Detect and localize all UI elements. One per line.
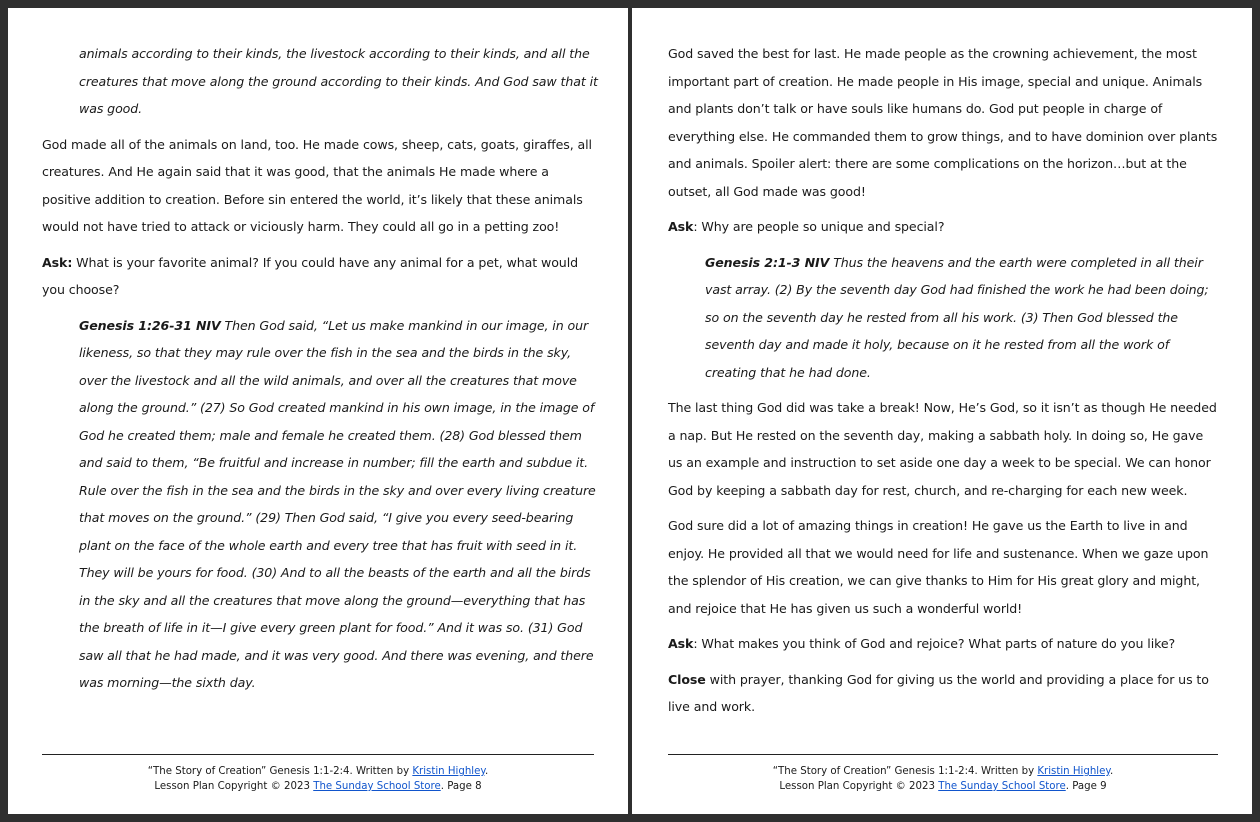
- paragraph-text: What is your favorite animal? If you could have any animal for a pet, what would you choose?: [42, 254, 578, 297]
- paragraph-text: God made all of the animals on land, too. He made cows, sheep, cats, goats, giraffes, all creatures. And He again said that it was good, that the animals He made where a positive addition to creation. Before sin entered the world, it’s likely that these animals would not have tried to attack or viciously harm. They could all go in a petting zoo!: [42, 136, 592, 234]
- page-content: [668, 40, 1220, 729]
- page-number: . Page 9: [1065, 781, 1107, 792]
- body-paragraph: [668, 40, 1220, 205]
- passage-text: animals according to their kinds, the livestock according to their kinds, and all the creatures that move along the ground according to their kinds. And God saw that it was good.: [79, 46, 598, 116]
- passage-text: Then God said, “Let us make mankind in our image, in our likeness, so that they may rule over the fish in the sea and the birds in the sky, over the livestock and all the wild animals, and over all the creatures that move along the ground.” (27) So God created mankind in his own image, in the image of God he created them; male and female he created them. (28) God blessed them and said to them, “Be fruitful and increase in number; fill the earth and subdue it. Rule over the fish in the sea and the birds in the sky and over every living creature that moves on the ground.” (29) Then God said, “I give you every seed-bearing plant on the face of the whole earth and every tree that has fruit with seed in it. They will be yours for food. (30) And to all the beasts of the earth and all the birds in the sky and all the creatures that move along the ground—everything that has the breath of life in it—I give every green plant for food.” And it was so. (31) God saw all that he had made, and it was very good. And there was evening, and there was morning—the sixth day.: [79, 317, 596, 690]
- footer-copyright-text: Lesson Plan Copyright © 2023: [154, 781, 314, 792]
- body-paragraph: [668, 394, 1220, 504]
- store-link[interactable]: The Sunday School Store: [313, 781, 441, 792]
- footer-line-1: [668, 764, 1218, 779]
- passage-text: Thus the heavens and the earth were completed in all their vast array. (2) By the seventh day God had finished the work he had been doing; so on the seventh day he rested from all his work. (3) Then God blessed the seventh day and made it holy, because on it he rested from all the work of creating that he had done.: [705, 254, 1209, 380]
- page-footer: [668, 754, 1218, 794]
- paragraph-text: The last thing God did was take a break! Now, He’s God, so it isn’t as though He needed a nap. But He rested on the seventh day, making a sabbath holy. In doing so, He gave us an example and instruction to set aside one day a week to be special. We can honor God by keeping a sabbath day for rest, church, and re-charging for each new week.: [668, 400, 1217, 498]
- paragraph-text: : Why are people so unique and special?: [693, 219, 945, 234]
- ask-paragraph: [42, 249, 598, 304]
- footer-line-2: [42, 779, 594, 794]
- document-page-9: [632, 8, 1252, 814]
- scripture-reference: Genesis 2:1-3 NIV: [705, 254, 830, 270]
- paragraph-lead: Ask:: [42, 254, 73, 270]
- footer-credit-text: “The Story of Creation” Genesis 1:1-2:4. Written by: [147, 766, 413, 777]
- body-paragraph: [668, 512, 1220, 622]
- author-link[interactable]: Kristin Highley: [412, 766, 485, 777]
- ask-paragraph: [668, 213, 1220, 241]
- footer-line-2: [668, 779, 1218, 794]
- footer-punctuation: .: [484, 766, 489, 777]
- paragraph-lead: Ask: [668, 636, 694, 651]
- page-footer: [42, 754, 594, 794]
- body-paragraph: [42, 131, 598, 241]
- footer-credit-text: “The Story of Creation” Genesis 1:1-2:4. Written by: [772, 766, 1038, 777]
- paragraph-text: God sure did a lot of amazing things in creation! He gave us the Earth to live in and enjoy. He provided all that we would need for life and sustenance. When we gaze upon the splendor of His creation, we can give thanks to Him for His great glory and might, and rejoice that He has given us such a wonderful world!: [668, 518, 1209, 616]
- close-paragraph: [668, 666, 1220, 721]
- store-link[interactable]: The Sunday School Store: [938, 781, 1066, 792]
- paragraph-text: with prayer, thanking God for giving us the world and providing a place for us to live and work.: [668, 671, 1209, 714]
- footer-line-1: [42, 764, 594, 779]
- paragraph-lead: Ask: [668, 219, 694, 234]
- scripture-passage: [79, 312, 598, 697]
- footer-punctuation: .: [1109, 766, 1114, 777]
- document-page-8: [8, 8, 628, 814]
- footer-copyright-text: Lesson Plan Copyright © 2023: [779, 781, 939, 792]
- ask-paragraph: [668, 630, 1220, 658]
- scripture-reference: Genesis 1:26-31 NIV: [79, 317, 221, 333]
- page-number: . Page 8: [440, 781, 482, 792]
- paragraph-text: God saved the best for last. He made people as the crowning achievement, the most important part of creation. He made people in His image, special and unique. Animals and plants don’t talk or have souls like humans do. God put people in charge of everything else. He commanded them to grow things, and to have dominion over plants and animals. Spoiler alert: there are some complications on the horizon…but at the outset, all God made was good!: [668, 46, 1218, 199]
- paragraph-lead: Close: [668, 671, 706, 687]
- page-content: [42, 40, 598, 705]
- scripture-passage: [79, 40, 598, 123]
- scripture-passage: [705, 249, 1220, 387]
- author-link[interactable]: Kristin Highley: [1037, 766, 1110, 777]
- paragraph-text: : What makes you think of God and rejoice? What parts of nature do you like?: [693, 636, 1176, 651]
